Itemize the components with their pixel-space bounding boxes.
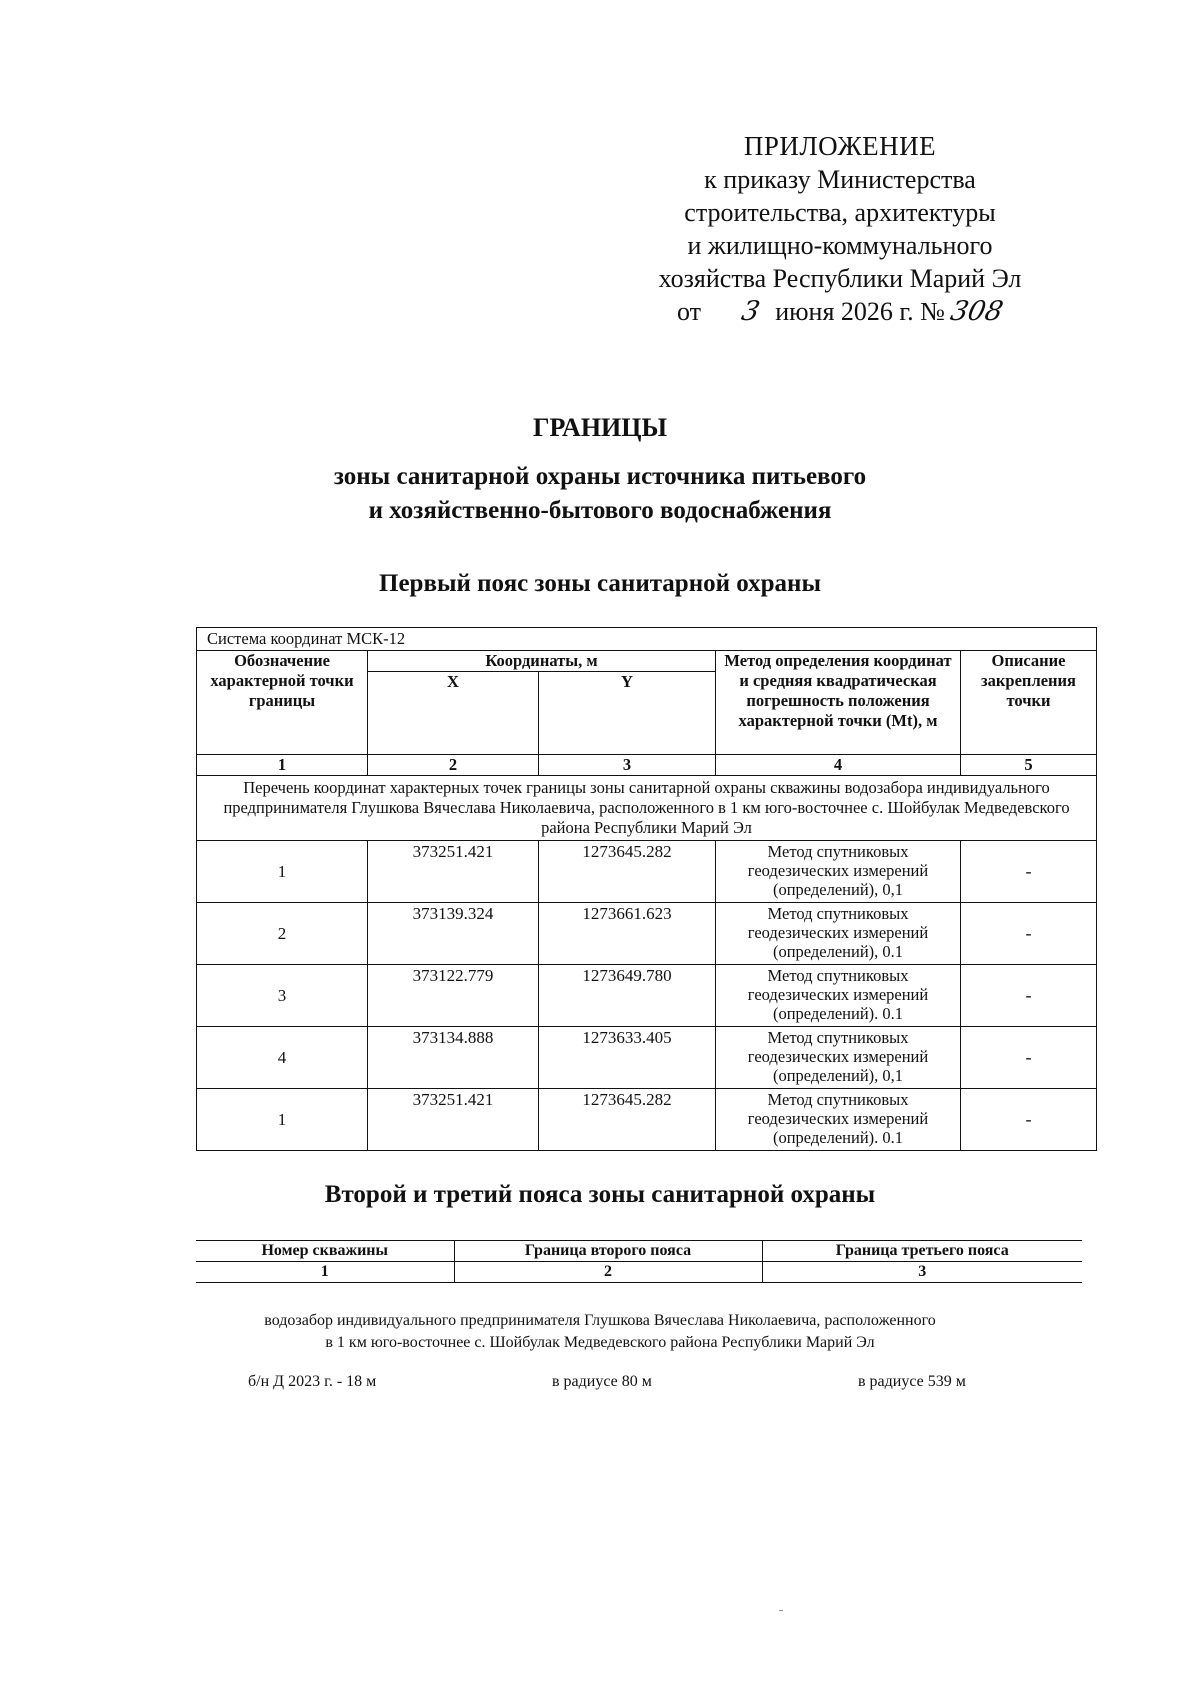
- zones-table: [196, 1240, 1082, 1283]
- subtitle-line: и хозяйственно-бытового водоснабжения: [368, 497, 832, 524]
- header-x: X: [368, 672, 539, 755]
- column-number: 2: [368, 755, 539, 776]
- column-number: 3: [539, 755, 716, 776]
- point-y: 1273661.623: [539, 903, 716, 965]
- point-x: 373122.779: [368, 965, 539, 1027]
- header-point: Обозначение характерной точки границы: [197, 651, 368, 755]
- point-x: 373134.888: [368, 1027, 539, 1089]
- header-y: Y: [539, 672, 716, 755]
- point-y: 1273649.780: [539, 965, 716, 1027]
- coordinate-system: Система координат МСК-12: [197, 628, 1097, 651]
- point-id: 4: [197, 1027, 368, 1089]
- column-number: 2: [454, 1262, 762, 1283]
- column-number: 5: [961, 755, 1097, 776]
- water-intake-description: [0, 1310, 1200, 1354]
- table-row: [197, 841, 1097, 903]
- table-row: [197, 903, 1097, 965]
- document-title: ГРАНИЦЫ: [532, 413, 668, 442]
- column-number: 3: [762, 1262, 1082, 1283]
- section1-heading: Первый пояс зоны санитарной охраны: [379, 570, 821, 597]
- point-fixing: -: [961, 841, 1097, 903]
- column-number: 1: [196, 1262, 454, 1283]
- scan-speck: [779, 1610, 783, 1611]
- points-listing-caption: Перечень координат характерных точек границы зоны санитарной охраны скважины водозабора индивидуального предпринимателя Глушкова Вячеслава Николаевича, расположенного в 1 км юго-восточнее с. Шойбулак Медведевского района Республики Марий Эл: [197, 776, 1097, 841]
- column-number: 4: [716, 755, 961, 776]
- header-third-zone: Граница третьего пояса: [762, 1241, 1082, 1262]
- point-x: 373251.421: [368, 841, 539, 903]
- document-subtitle: [0, 460, 1200, 528]
- header-fixing: Описание закрепления точки: [961, 651, 1097, 755]
- table-row: [197, 1089, 1097, 1151]
- point-method: Метод спутниковых геодезических измерений (определений). 0.1: [716, 1089, 961, 1151]
- point-id: 2: [197, 903, 368, 965]
- point-fixing: -: [961, 903, 1097, 965]
- annex-line: и жилищно-коммунального: [687, 231, 993, 260]
- date-prefix: от: [676, 297, 702, 326]
- point-x: 373251.421: [368, 1089, 539, 1151]
- header-well-number: Номер скважины: [196, 1241, 454, 1262]
- point-x: 373139.324: [368, 903, 539, 965]
- date-rest: июня 2026 г. №: [775, 297, 945, 326]
- point-fixing: -: [961, 965, 1097, 1027]
- point-method: Метод спутниковых геодезических измерений (определений), 0,1: [716, 1027, 961, 1089]
- section2-heading: Второй и третий пояса зоны санитарной охраны: [324, 1181, 876, 1208]
- table-row: [197, 1027, 1097, 1089]
- point-fixing: -: [961, 1027, 1097, 1089]
- description-line: в 1 км юго-восточнее с. Шойбулак Медведевского района Республики Марий Эл: [325, 1334, 875, 1351]
- point-y: 1273645.282: [539, 841, 716, 903]
- point-method: Метод спутниковых геодезических измерений (определений). 0.1: [716, 965, 961, 1027]
- subtitle-line: зоны санитарной охраны источника питьевого: [333, 463, 867, 490]
- second-zone-radius: в радиусе 80 м: [552, 1373, 652, 1390]
- annex-line: к приказу Министерства: [704, 165, 976, 194]
- point-id: 1: [197, 1089, 368, 1151]
- annex-heading: ПРИЛОЖЕНИЕ: [743, 131, 937, 161]
- third-zone-radius: в радиусе 539 м: [858, 1373, 966, 1390]
- point-fixing: -: [961, 1089, 1097, 1151]
- point-id: 3: [197, 965, 368, 1027]
- handwritten-day: 3: [738, 296, 762, 327]
- annex-date-line: [610, 295, 1070, 328]
- point-id: 1: [197, 841, 368, 903]
- point-method: Метод спутниковых геодезических измерений (определений), 0.1: [716, 903, 961, 965]
- well-number: б/н Д 2023 г. - 18 м: [248, 1373, 377, 1390]
- point-method: Метод спутниковых геодезических измерений (определений), 0,1: [716, 841, 961, 903]
- description-line: водозабор индивидуального предпринимателя Глушкова Вячеслава Николаевича, расположенного: [264, 1312, 936, 1329]
- annex-header: [610, 130, 1070, 328]
- table-row: [197, 965, 1097, 1027]
- column-number: 1: [197, 755, 368, 776]
- annex-line: хозяйства Республики Марий Эл: [658, 264, 1022, 293]
- annex-line: строительства, архитектуры: [684, 198, 996, 227]
- header-second-zone: Граница второго пояса: [454, 1241, 762, 1262]
- point-y: 1273633.405: [539, 1027, 716, 1089]
- header-coordinates: Координаты, м: [368, 651, 716, 672]
- handwritten-order-number: 308: [948, 296, 1007, 327]
- first-zone-table: [196, 627, 1097, 1151]
- header-method: Метод определения координат и средняя квадратическая погрешность положения характерной точки (Mt), м: [716, 651, 961, 755]
- point-y: 1273645.282: [539, 1089, 716, 1151]
